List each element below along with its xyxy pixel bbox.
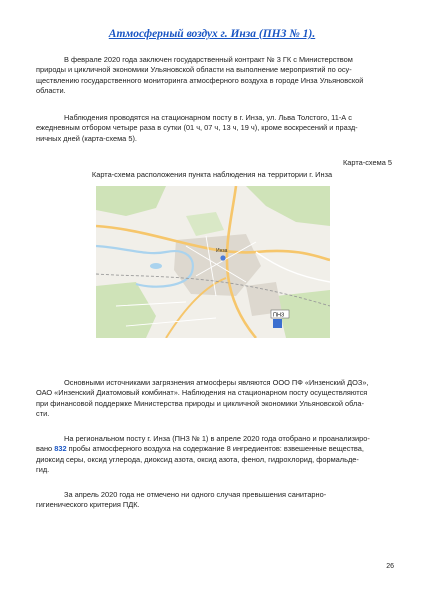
text-line: На региональном посту г. Инза (ПНЗ № 1) в апреле 2020 года отобрано и проанализиро- xyxy=(64,434,370,443)
sources-paragraph xyxy=(36,378,394,420)
text-line: гигиенического критерия ПДК. xyxy=(36,500,140,510)
city-map xyxy=(96,186,330,338)
text-line xyxy=(36,444,394,454)
map-title: Карта-схема расположения пункта наблюдения на территории г. Инза xyxy=(91,170,333,179)
city-label: Инза xyxy=(216,248,228,254)
post-marker-icon xyxy=(273,319,282,328)
post-label: ПНЗ xyxy=(273,312,285,319)
conclusion-paragraph xyxy=(36,490,394,511)
text-line: Наблюдения проводятся на стационарном посту в г. Инза, ул. Льва Толстого, 11-А с xyxy=(64,113,352,122)
text-line: ежедневным отбором четыре раза в сутки (01 ч, 07 ч, 13 ч, 19 ч), кроме воскресений и празд- xyxy=(36,123,358,133)
text-fragment: вано xyxy=(36,444,53,454)
pond xyxy=(150,263,162,269)
schedule-paragraph xyxy=(36,113,394,144)
map-caption-number: Карта-схема 5 xyxy=(342,158,392,167)
text-line: ничных дней (карта-схема 5). xyxy=(36,133,137,143)
text-fragment: пробы атмосферного воздуха на содержание 8 ингредиентов: взвешенные вещества, xyxy=(68,444,364,454)
text-line: сти. xyxy=(36,409,50,419)
text-line: В феврале 2020 года заключен государственный контракт № 3 ГК с Министерством xyxy=(64,55,353,64)
city-marker-icon xyxy=(220,255,225,260)
text-line: при финансовой поддержке Министерства природы и цикличной экономики Ульяновской обла- xyxy=(36,398,364,408)
text-line: ОАО «Инзенский Диатомовый комбинат». Наблюдения на стационарном посту осуществляются xyxy=(36,388,368,398)
text-line: области. xyxy=(36,86,66,96)
intro-paragraph xyxy=(36,55,394,97)
page-number: 26 xyxy=(386,563,394,570)
text-line: гид. xyxy=(36,465,50,475)
samples-paragraph xyxy=(36,434,394,476)
page-title: Атмосферный воздух г. Инза (ПНЗ № 1). xyxy=(108,28,316,40)
text-line: природы и цикличной экономики Ульяновской области на выполнение мероприятий по осу- xyxy=(36,65,352,75)
text-line: Основными источниками загрязнения атмосферы являются ООО ПФ «Инзенский ДОЗ», xyxy=(64,378,369,387)
text-line: За апрель 2020 года не отмечено ни одного случая превышения санитарно- xyxy=(64,490,327,499)
text-line: ществлению государственного мониторинга атмосферного воздуха в городе Инза Ульяновской xyxy=(36,75,364,85)
sample-count: 832 xyxy=(54,444,67,454)
text-line: диоксид серы, оксид углерода, диоксид азота, оксид азота, фенол, гидрохлорид, формальде- xyxy=(36,454,359,464)
